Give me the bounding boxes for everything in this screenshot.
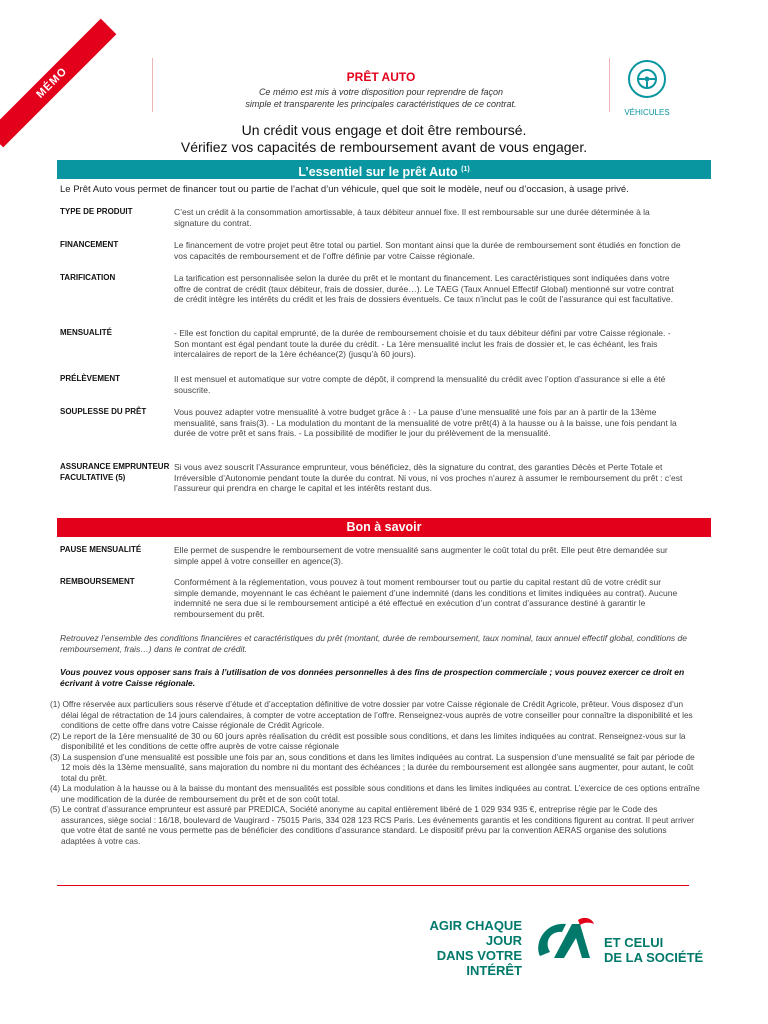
slogan-left-line-2: DANS VOTRE INTÉRÊT (436, 948, 522, 978)
header-box (152, 58, 610, 112)
credit-warning-line-2: Vérifiez vos capacités de remboursement avant de vous engager. (180, 139, 588, 155)
slogan-right-line-2: DE LA SOCIÉTÉ (604, 950, 704, 965)
row-label: TARIFICATION (60, 273, 116, 282)
row-label: MENSUALITÉ (60, 328, 112, 337)
section-essentiel-note: (1) (461, 166, 470, 173)
retrouvez-text: Retrouvez l’ensemble des conditions financières et caractéristiques du prêt (montant, durée de remboursement, taux nominal, taux annuel effectif global, conditions de remboursement, frais…) dans le contrat de crédit. (60, 633, 687, 654)
row-text: Vous pouvez adapter votre mensualité à votre budget grâce à : - La pause d’une mensualité une fois par an à partir de la 13ème mensualité, sans frais(3). - La modulation du montant de la mensualité de votre prêt(4) à la hausse ou à la baisse, une fois pendant la durée de votre prêt et sans frais. - La possibilité de modifier le jour du prélèvement de la mensualité. (174, 407, 677, 438)
footnote-4: (4) La modulation à la hausse ou à la baisse du montant des mensualités est possible sous conditions et dans les limites indiquées au contrat. L’exercice de ces options entraîne une modification de la durée de remboursement du prêt et de son coût total. (50, 783, 700, 804)
row-text: La tarification est personnalisée selon la durée du prêt et le montant du financement. Les caractéristiques sont indiquées dans votre offre de contrat de crédit (taux débiteur, frais de dossier, durée…). Le TAEG (Taux Annuel Effectif Global) mentionné sur votre contrat de crédit intègre les intérêts du crédit et les frais de dossiers éventuels. Ce taux n’inclut pas le coût de l’assurance qui est facultative. (174, 273, 674, 304)
footer-divider (57, 885, 689, 886)
section-essentiel-header (57, 160, 711, 179)
row-label: ASSURANCE EMPRUNTEUR FACULTATIVE (5) (60, 462, 170, 482)
opposition-text: Vous pouvez vous opposer sans frais à l’utilisation de vos données personnelles à des fins de prospection commerciale ; vous pouvez exercer ce droit en écrivant à votre Caisse régionale. (60, 667, 685, 688)
row-text: Le financement de votre projet peut être total ou partiel. Son montant ainsi que la durée de remboursement sont étudiés en fonction de vos capacités de remboursement et de l’offre définie par votre Caisse régionale. (174, 240, 681, 261)
slogan-left-line-1: AGIR CHAQUE JOUR (429, 918, 522, 948)
row-label: SOUPLESSE DU PRÊT (60, 407, 147, 416)
section-bon-a-savoir-header (57, 518, 711, 537)
row-souplesse (60, 407, 720, 439)
row-label: PRÉLÈVEMENT (60, 374, 121, 383)
row-text: Conformément à la réglementation, vous pouvez à tout moment rembourser tout ou partie du capital restant dû de votre crédit sur simple demande, moyennant le cas échéant le paiement d’une indemnité (dans les conditions et limites indiquées au contrat). Aucune indemnité ne sera due si le remboursement anticipé a été effectué en exécution d’un contrat d’assurance destiné à garantir le remboursement du prêt. (174, 577, 678, 619)
row-assurance (60, 462, 720, 494)
row-type-produit (60, 207, 720, 228)
slogan-right-line-1: ET CELUI (604, 935, 664, 950)
memo-ribbon: MÉMO (0, 19, 116, 148)
row-text: - Elle est fonction du capital emprunté, de la durée de remboursement choisie et du taux débiteur défini par votre Caisse régionale. - Son montant est égal pendant toute la durée du crédit. - La 1ère mensualité inclut les frais de dossier et, le cas échéant, les frais intercalaires de report de la 1ère échéance(2) (jusqu’à 60 jours). (174, 328, 671, 359)
slogan-left (392, 918, 522, 978)
row-remboursement (60, 577, 720, 619)
slogan-right (604, 935, 704, 965)
footnotes (50, 699, 700, 846)
row-tarification (60, 273, 720, 305)
row-pause-mensualite (60, 545, 720, 566)
row-text: Si vous avez souscrit l’Assurance emprunteur, vous bénéficiez, dès la signature du contrat, des garanties Décès et Perte Totale et Irréversible d’Autonomie pendant toute la durée du contrat. Ni vous, ni vos proches n’aurez à assumer le remboursement du prêt : c’est l’assureur qui prendra en charge le capital et les intérêts restant dus. (174, 462, 683, 493)
row-mensualite (60, 328, 720, 360)
product-title: PRÊT AUTO (346, 70, 416, 84)
footnote-1: (1) Offre réservée aux particuliers sous réserve d’étude et d’acceptation définitive de votre dossier par votre Caisse régionale de Crédit Agricole, prêteur. Vous disposez d’un délai légal de rétractation de 14 jours calendaires, à compter de votre acceptation de l’offre. Renseignez-vous auprès de votre conseiller pour connaître la disponibilité et les conditions de cette offre dans votre Caisse régionale de Crédit Agricole. (50, 699, 693, 730)
credit-agricole-logo (532, 916, 598, 962)
row-label: REMBOURSEMENT (60, 577, 135, 586)
row-label: TYPE DE PRODUIT (60, 207, 133, 216)
header-subtitle-line-1: Ce mémo est mis à votre disposition pour reprendre de façon (258, 87, 504, 97)
steering-wheel-icon (628, 60, 666, 98)
credit-warning (60, 122, 708, 156)
vehicle-category (616, 60, 678, 117)
header-subtitle-line-2: simple et transparente les principales caractéristiques de ce contrat. (245, 99, 517, 109)
footnote-3: (3) La suspension d’une mensualité est possible une fois par an, sous conditions et dans les limites indiquées au contrat. La suspension d’une mensualité se fait par période de 12 mois dès la 13ème mensualité, sans majoration du nombre ni du montant des échéances ; la durée du remboursement est allongée sans augmenter, pour autant, le coût total du prêt. (50, 751, 695, 783)
intro-text: Le Prêt Auto vous permet de financer tout ou partie de l’achat d’un véhicule, quel que soit le modèle, neuf ou d’occasion, à usage privé. (60, 184, 629, 195)
header-subtitle (153, 86, 609, 110)
vehicle-label: VÉHICULES (624, 108, 670, 117)
credit-warning-line-1: Un crédit vous engage et doit être remboursé. (241, 122, 527, 138)
row-text: C’est un crédit à la consommation amortissable, à taux débiteur annuel fixe. Il est remboursable sur une durée déterminée à la signature du contrat. (174, 207, 650, 228)
row-label: PAUSE MENSUALITÉ (60, 545, 142, 554)
row-label: FINANCEMENT (60, 240, 119, 249)
row-prelevement (60, 374, 720, 395)
footnote-5: (5) Le contrat d’assurance emprunteur est assuré par PREDICA, Société anonyme au capital entièrement libéré de 1 029 934 935 €, entreprise régie par le Code des assurances, siège social : 16/18, boulevard de Vaugirard - 75015 Paris, 334 028 123 RCS Paris. Les événements garantis et les conditions figurent au contrat. Il peut arriver que votre état de santé ne vous permette pas de bénéficier des conditions d’assurance standard. Le dispositif prévu par la convention AERAS organise des solutions adaptées à votre cas. (50, 804, 695, 846)
section-essentiel-title: L’essentiel sur le prêt Auto (298, 165, 458, 180)
row-text: Elle permet de suspendre le remboursement de votre mensualité sans augmenter le coût total du prêt. Elle peut être demandée sur simple appel à votre conseiller en agence(3). (174, 545, 668, 566)
section-bon-a-savoir-title: Bon à savoir (346, 520, 422, 534)
footnote-2: (2) Le report de la 1ère mensualité de 30 ou 60 jours après réalisation du crédit est possible sous conditions, et dans les limites indiquées au contrat. Renseignez-vous sur la disponibilité et les conditions de cette offre auprès de votre caisse régionale (50, 730, 686, 751)
row-financement (60, 240, 720, 261)
row-text: Il est mensuel et automatique sur votre compte de dépôt, il comprend la mensualité du crédit avec l’option d’assurance si elle a été souscrite. (174, 374, 666, 395)
